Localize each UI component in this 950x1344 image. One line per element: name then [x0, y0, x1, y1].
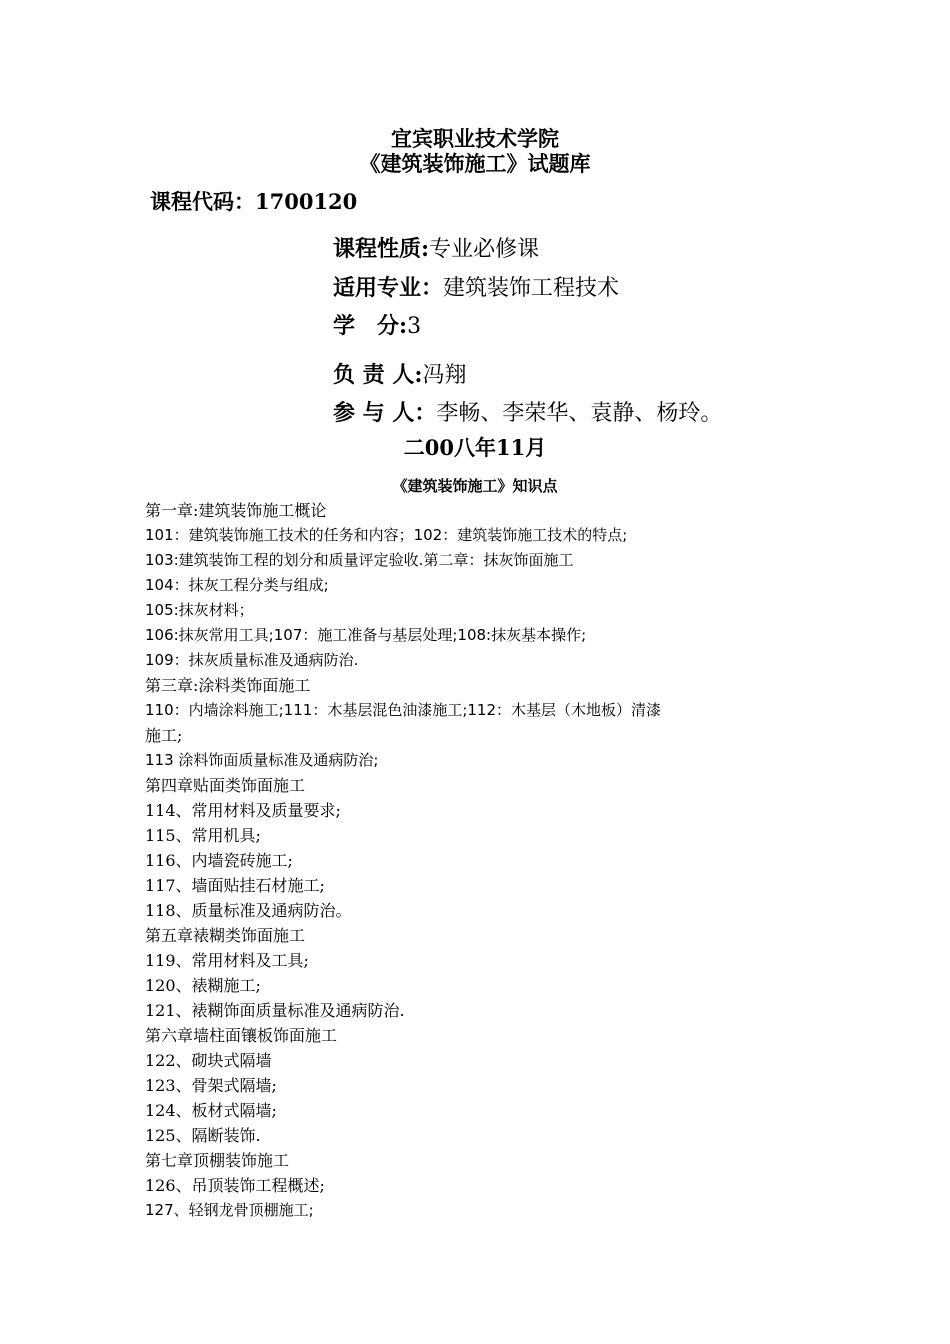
credits-label: 学 分:: [333, 313, 408, 339]
list-item: 120、裱糊施工;: [145, 976, 261, 995]
list-item: 104：抹灰工程分类与组成;: [145, 576, 329, 594]
list-item: 第三章:涂料类饰面施工: [145, 676, 311, 695]
list-item: 127、轻钢龙骨顶棚施工;: [145, 1201, 314, 1219]
list-item: 114、常用材料及质量要求;: [145, 801, 341, 820]
applicable-major-value: 建筑装饰工程技术: [443, 276, 620, 301]
course-nature-value: 专业必修课: [429, 237, 540, 262]
participants-label: 参 与 人：: [333, 400, 437, 426]
school-name: 宜宾职业技术学院: [391, 126, 559, 151]
list-item: 106:抹灰常用工具;107：施工准备与基层处理;108:抹灰基本操作;: [145, 626, 587, 644]
list-item: 第七章顶棚装饰施工: [145, 1151, 290, 1170]
list-item: 117、墙面贴挂石材施工;: [145, 876, 325, 895]
knowledge-points-list: [145, 498, 825, 1223]
list-item: 122、砌块式隔墙: [145, 1051, 272, 1070]
list-item: 118、质量标准及通病防治。: [145, 901, 352, 920]
list-item: 121、裱糊饰面质量标准及通病防治.: [145, 1001, 405, 1020]
course-owner: [333, 358, 466, 389]
list-item: 第六章墙柱面镶板饰面施工: [145, 1026, 338, 1045]
course-owner-value: 冯翔: [422, 363, 467, 388]
list-item: 施工;: [145, 726, 183, 745]
course-owner-label: 负 责 人:: [333, 362, 423, 388]
list-item: 109：抹灰质量标准及通病防治.: [145, 651, 359, 669]
participants: [333, 396, 722, 427]
list-item: 第五章裱糊类饰面施工: [145, 926, 306, 945]
course-nature: [333, 232, 539, 263]
list-item: 115、常用机具;: [145, 826, 261, 845]
list-item: 119、常用材料及工具;: [145, 951, 309, 970]
document-date: 二00八年11月: [403, 435, 547, 460]
course-code-label: 课程代码：: [150, 189, 255, 214]
credits-value: 3: [407, 314, 422, 339]
list-item: 第一章:建筑装饰施工概论: [145, 501, 327, 520]
applicable-major-label: 适用专业：: [333, 275, 444, 301]
list-item: 101：建筑装饰施工技术的任务和内容；102：建筑装饰施工技术的特点;: [145, 526, 628, 544]
course-code: [150, 186, 357, 216]
question-bank-title: 《建筑装饰施工》试题库: [359, 151, 591, 176]
list-item: 第四章贴面类饰面施工: [145, 776, 306, 795]
credits: [333, 309, 421, 340]
list-item: 103:建筑装饰工程的划分和质量评定验收.第二章：抹灰饰面施工: [145, 551, 574, 569]
course-nature-label: 课程性质:: [333, 236, 430, 262]
knowledge-points-title: 《建筑装饰施工》知识点: [392, 477, 558, 495]
list-item: 124、板材式隔墙;: [145, 1101, 277, 1120]
participants-value: 李畅、李荣华、袁静、杨玲。: [436, 401, 723, 426]
course-code-value: 1700120: [255, 189, 358, 214]
list-item: 110：内墙涂料施工;111：木基层混色油漆施工;112：木基层（木地板）清漆: [145, 701, 662, 719]
list-item: 105:抹灰材料；: [145, 601, 254, 619]
list-item: 126、吊顶装饰工程概述;: [145, 1176, 325, 1195]
list-item: 123、骨架式隔墙;: [145, 1076, 277, 1095]
list-item: 113 涂料饰面质量标准及通病防治;: [145, 751, 379, 769]
list-item: 116、内墙瓷砖施工;: [145, 851, 293, 870]
applicable-major: [333, 271, 619, 302]
list-item: 125、隔断装饰.: [145, 1126, 261, 1145]
